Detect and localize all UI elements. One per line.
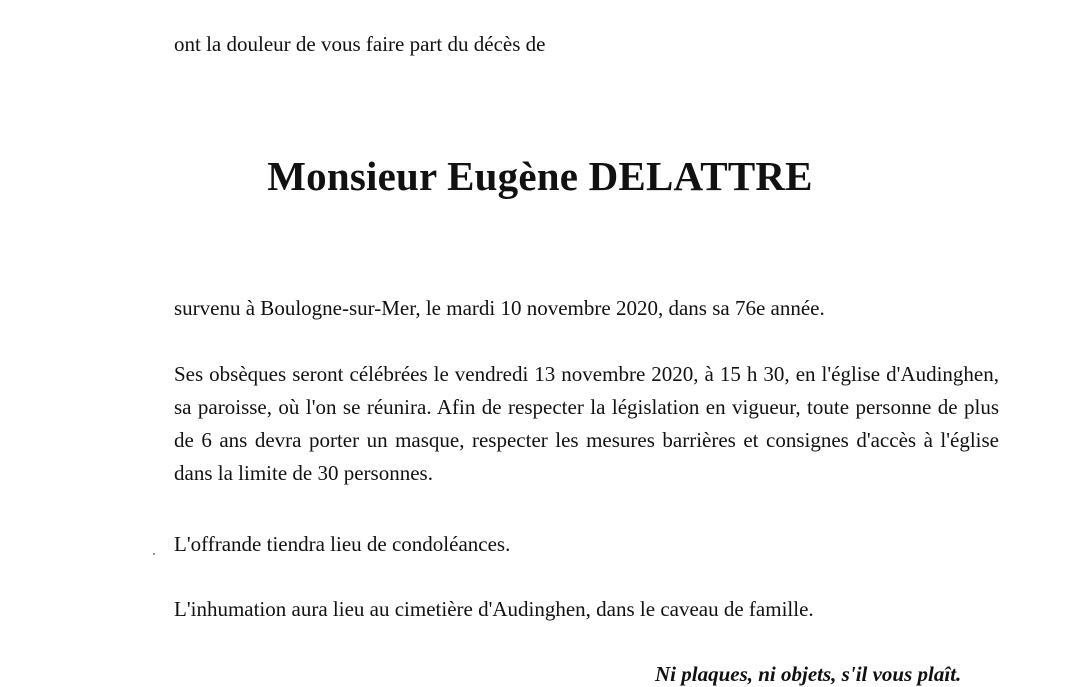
no-flowers-note: Ni plaques, ni objets, s'il vous plaît. bbox=[655, 662, 962, 686]
death-notice-text: survenu à Boulogne-sur-Mer, le mardi 10 novembre 2020, dans sa 76e année. bbox=[174, 296, 825, 320]
offering-text: L'offrande tiendra lieu de condoléances. bbox=[174, 532, 511, 556]
deceased-name: Monsieur Eugène DELATTRE bbox=[267, 153, 813, 199]
funeral-details-text: Ses obsèques seront célébrées le vendredi 13 novembre 2020, à 15 h 30, en l'église d'Audinghen, sa paroisse, où l'on se réunira. Afin de respecter la législation en vigueur, toute personne de plus de 6 ans devra porter un masque, respecter les mesures barrières et consignes d'accès à l'église dans la limite de 30 personnes. bbox=[174, 362, 999, 485]
burial-text: L'inhumation aura lieu au cimetière d'Audinghen, dans le caveau de famille. bbox=[174, 597, 814, 621]
scan-speck bbox=[153, 553, 155, 555]
intro-text: ont la douleur de vous faire part du décès de bbox=[174, 32, 546, 56]
